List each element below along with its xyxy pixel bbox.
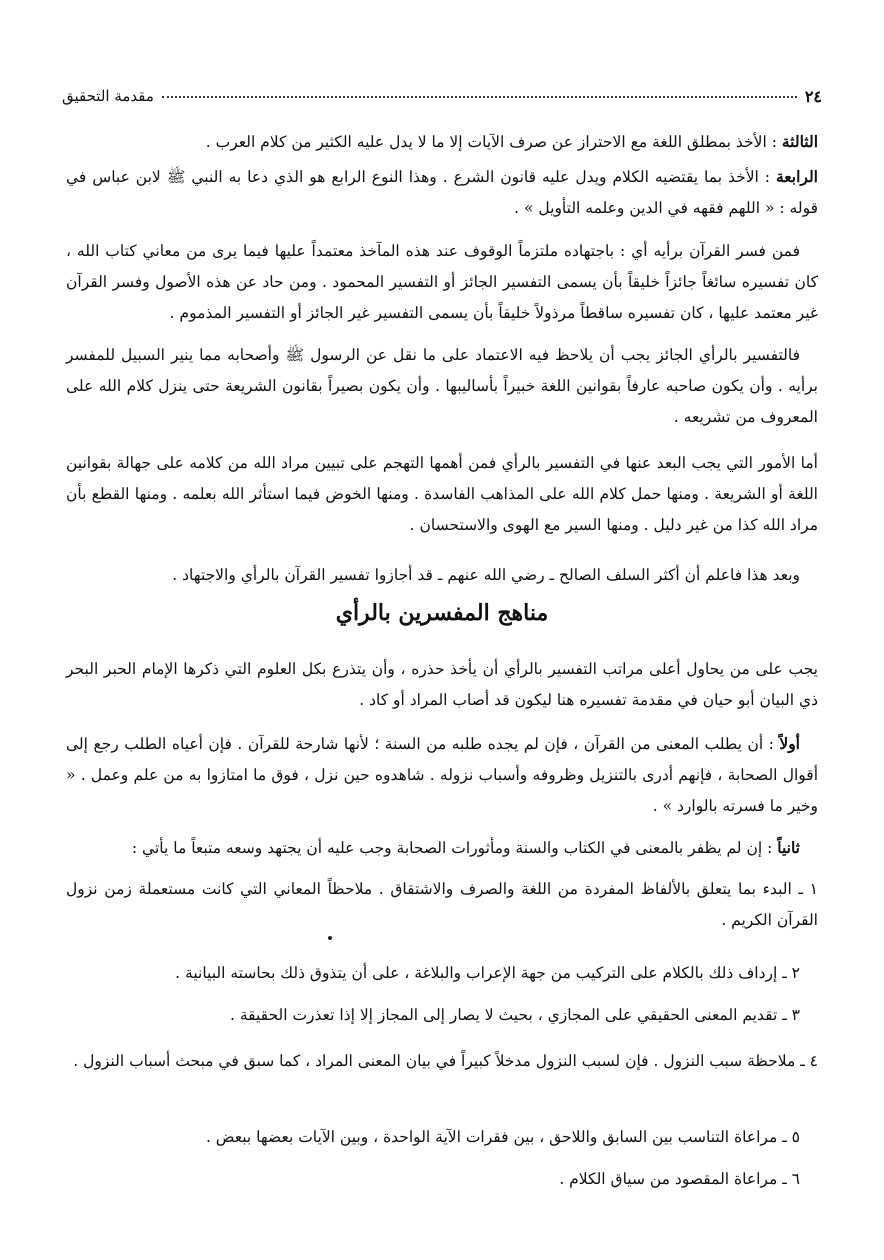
paragraph-label: الثالثة bbox=[781, 132, 818, 151]
paragraph-text: فمن فسر القرآن برأيه أي : باجتهاده ملتزماً الوقوف عند هذه المآخذ معتمداً عليها فيما يرى من معاني كتاب الله ، كان تفسيره سائغاً جائزاً خليقاً بأن يسمى التفسير الجائز أو التفسير المحمود . ومن حاد عن هذه الأصول وفسر القرآن غير معتمد عليها ، كان تفسيره ساقطاً مرذولاً خليقاً بأن يسمى التفسير غير الجائز أو التفسير المذموم . bbox=[66, 242, 818, 322]
list-item: ١ ـ البدء بما يتعلق بالألفاظ المفردة من اللغة والصرف والاشتقاق . ملاحظاً المعاني التي كانت مستعملة زمن نزول القرآن الكريم . bbox=[66, 880, 818, 929]
paragraph-first bbox=[66, 728, 818, 822]
paragraph-fourth bbox=[66, 161, 818, 224]
paragraph-second bbox=[66, 832, 818, 864]
paragraph-label: أولاً bbox=[779, 734, 800, 753]
paragraph-text: يجب على من يحاول أعلى مراتب التفسير بالرأي أن يأخذ حذره ، وأن يتذرع بكل العلوم التي ذكرها الإمام الحبر البحر ذي البيان أبو حيان في مقدمة تفسيره هنا ليكون قد أصاب المراد أو كاد . bbox=[66, 660, 818, 709]
list-item: ٤ ـ ملاحظة سبب النزول . فإن لسبب النزول مدخلاً كبيراً في بيان المعنى المراد ، كما سبق في مبحث أسباب النزول . bbox=[73, 1052, 818, 1070]
page-number: ٢٤ bbox=[804, 86, 822, 106]
paragraph-text: فالتفسير بالرأي الجائز يجب أن يلاحظ فيه الاعتماد على ما نقل عن الرسول ﷺ وأصحابه مما ينير السبيل للمفسر برأيه . وأن يكون صاحبه عارفاً بقوانين اللغة خبيراً بأساليبها . وأن يكون بصيراً بقانون الشريعة حتى ينزل كلام الله على المعروف من تشريعه . bbox=[66, 346, 818, 426]
paragraph-label: ثانياً bbox=[777, 838, 800, 857]
paragraph-text: وبعد هذا فاعلم أن أكثر السلف الصالح ـ رضي الله عنهم ـ قد أجازوا تفسير القرآن بالرأي والاجتهاد . bbox=[172, 566, 800, 584]
paragraph-text: : الأخذ بمطلق اللغة مع الاحتراز عن صرف الآيات إلا ما لا يدل عليه الكثير من كلام العرب . bbox=[205, 133, 777, 151]
stray-dot bbox=[328, 936, 332, 940]
list-item: ٣ ـ تقديم المعنى الحقيقي على المجازي ، بحيث لا يصار إلى المجاز إلا إذا تعذرت الحقيقة . bbox=[229, 1006, 800, 1024]
paragraph-text: : الأخذ بما يقتضيه الكلام ويدل عليه قانون الشرع . وهذا النوع الرابع هو الذي دعا به النبي ﷺ لابن عباس في قوله : « اللهم فقهه في الدين وعلمه التأويل » . bbox=[66, 168, 818, 217]
header-dotted-leader bbox=[162, 95, 797, 98]
list-item: ٥ ـ مراعاة التناسب بين السابق واللاحق ، بين فقرات الآية الواحدة ، وبين الآيات بعضها ببعض . bbox=[205, 1128, 800, 1146]
paragraph-third bbox=[66, 126, 818, 158]
list-item: ٢ ـ إرداف ذلك بالكلام على التركيب من جهة الإعراب والبلاغة ، على أن يتذوق ذلك بحاسته البيانية . bbox=[175, 964, 800, 982]
paragraph-text: أما الأمور التي يجب البعد عنها في التفسير بالرأي فمن أهمها التهجم على تبيين مراد الله من كلامه على جهالة بقوانين اللغة أو الشريعة . ومنها حمل كلام الله على المذاهب الفاسدة . ومنها الخوض فيما استأثر الله بعلمه . ومنها القطع بأن مراد الله كذا من غير دليل . ومنها السير مع الهوى والاستحسان . bbox=[66, 454, 818, 534]
section-title: مقدمة التحقيق bbox=[62, 87, 154, 105]
paragraph-label: الرابعة bbox=[775, 167, 818, 186]
paragraph-text: : أن يطلب المعنى من القرآن ، فإن لم يجده طلبه من السنة ؛ لأنها شارحة للقرآن . فإن أعياه الطلب رجع إلى أقوال الصحابة ، فإنهم أدرى بالتنزيل وظروفه وأسباب نزوله . شاهدوه حين نزل ، فوق ما امتازوا به من علم وعمل . « وخير ما فسرته بالوارد » . bbox=[66, 735, 819, 815]
list-item: ٦ ـ مراعاة المقصود من سياق الكلام . bbox=[559, 1170, 800, 1188]
paragraph-text: : إن لم يظفر بالمعنى في الكتاب والسنة ومأثورات الصحابة وجب عليه أن يجتهد وسعه متبعاً ما يأتي : bbox=[131, 839, 773, 857]
section-heading: مناهج المفسرين بالرأي bbox=[335, 600, 549, 626]
page-header bbox=[62, 84, 822, 108]
